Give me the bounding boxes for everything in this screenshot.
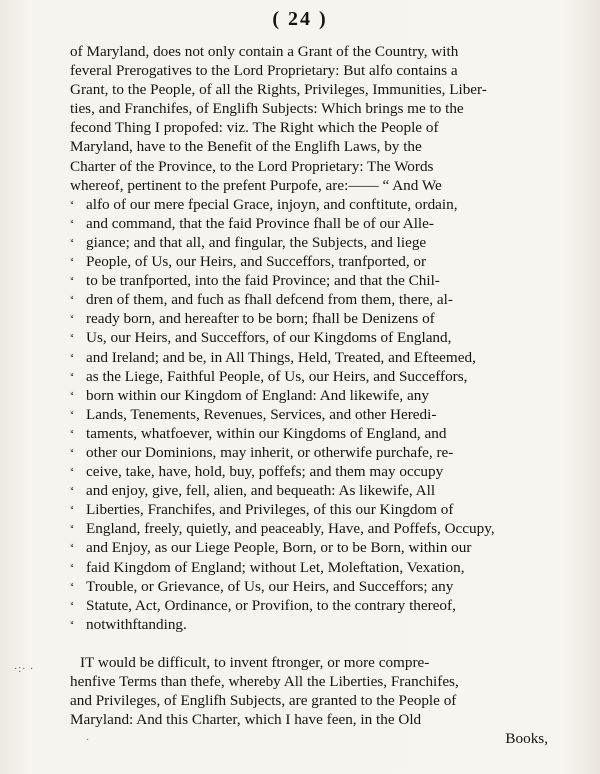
text-line: “ and Enjoy, as our Liege People, Born, or to be Born, within our	[70, 538, 548, 557]
text-line: ties, and Franchifes, of Englifh Subjects: Which brings me to the	[70, 100, 464, 118]
margin-specks: ·:· ·	[14, 664, 35, 675]
text-line: Grant, to the People, of all the Rights, Privileges, Immunities, Liber-	[70, 81, 487, 99]
text-line: and Privileges, of Englifh Subjects, are granted to the People of	[70, 692, 457, 710]
text-line: feveral Prerogatives to the Lord Proprietary: But alfo contains a	[70, 62, 458, 80]
text-line: “ faid Kingdom of England; without Let, Moleftation, Vexation,	[70, 558, 548, 577]
text-line: IT would be difficult, to invent ftronger, or more compre-	[80, 653, 430, 671]
text-line: henfive Terms than thefe, whereby All the Liberties, Franchifes,	[70, 673, 459, 690]
text-line: “ Us, our Heirs, and Succeffors, of our Kingdoms of England,	[70, 328, 548, 347]
text-line: “ notwithftanding.	[70, 615, 548, 634]
text-line: Maryland: And this Charter, which I have feen, in the Old	[70, 711, 422, 729]
page-body	[70, 42, 548, 748]
text-line: “ Liberties, Franchifes, and Privileges, of this our Kingdom of	[70, 500, 548, 519]
text-line: “ and Ireland; and be, in All Things, Held, Treated, and Efteemed,	[70, 348, 548, 367]
text-line: fecond Thing I propofed: viz. The Right which the People of	[70, 119, 439, 137]
text-line: “ Statute, Act, Ordinance, or Provifion, to the contrary thereof,	[70, 596, 548, 615]
text-line: whereof, pertinent to the prefent Purpofe, are:—— “ And We	[70, 176, 442, 194]
page-number: ( 24 )	[272, 8, 328, 30]
text-line: “ Trouble, or Grievance, of Us, our Heirs, and Succeffors; any	[70, 577, 548, 596]
text-line: “ alfo of our mere fpecial Grace, injoyn, and conftitute, ordain,	[70, 195, 548, 214]
margin-specks: ·	[86, 735, 90, 746]
text-line: “ ready born, and hereafter to be born; fhall be Denizens of	[70, 309, 548, 328]
text-line: “ as the Liege, Faithful People, of Us, our Heirs, and Succeffors,	[70, 367, 548, 386]
text-line: Charter of the Province, to the Lord Proprietary: The Words	[70, 157, 434, 175]
text-line: “ born within our Kingdom of England: And likewife, any	[70, 386, 548, 405]
text-line: “ and enjoy, give, fell, alien, and bequeath: As likewife, All	[70, 481, 548, 500]
paragraph-2	[70, 653, 548, 748]
text-line: of Maryland, does not only contain a Grant of the Country, with	[70, 43, 459, 60]
text-line: “ Lands, Tenements, Revenues, Services, and other Heredi-	[70, 405, 548, 424]
text-line: “ ceive, take, have, hold, buy, poffefs; and them may occupy	[70, 462, 548, 481]
text-line: Books,	[505, 730, 548, 748]
text-line: Maryland, have to the Benefit of the Englifh Laws, by the	[70, 138, 422, 156]
text-line: “ England, freely, quietly, and peaceably, Have, and Poffefs, Occupy,	[70, 519, 548, 538]
paragraph-1	[70, 42, 548, 634]
text-line: “ and command, that the faid Province fhall be of our Alle-	[70, 214, 548, 233]
text-line: “ People, of Us, our Heirs, and Succeffors, tranfported, or	[70, 252, 548, 271]
text-line: “ to be tranfported, into the faid Province; and that the Chil-	[70, 271, 548, 290]
text-line: “ other our Dominions, may inherit, or otherwife purchafe, re-	[70, 443, 548, 462]
text-line: “ giance; and that all, and fingular, the Subjects, and liege	[70, 233, 548, 252]
text-line: “ taments, whatfoever, within our Kingdoms of England, and	[70, 424, 548, 443]
text-line: “ dren of them, and fuch as fhall defcend from them, there, al-	[70, 290, 548, 309]
